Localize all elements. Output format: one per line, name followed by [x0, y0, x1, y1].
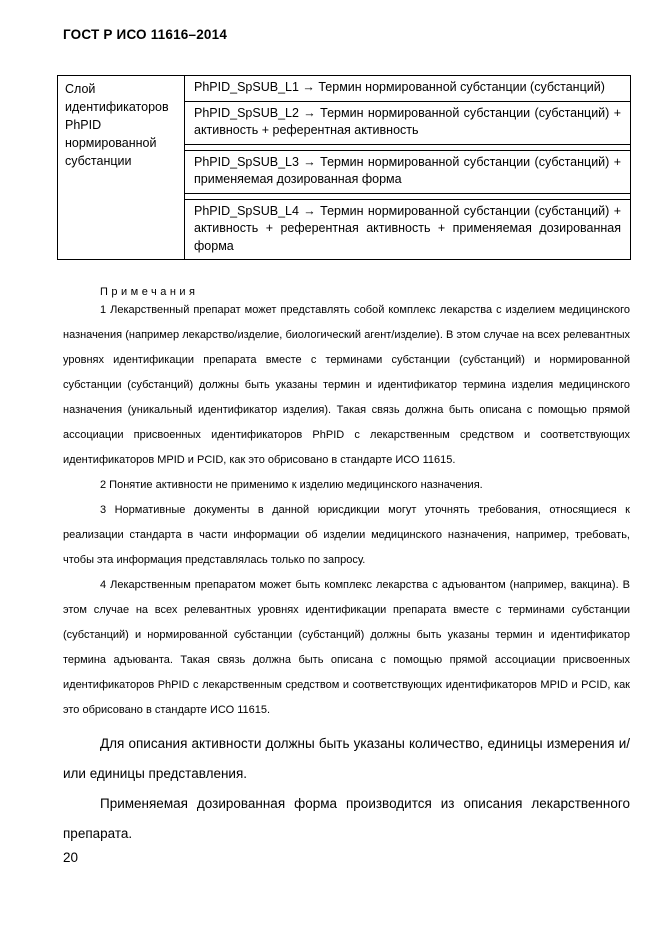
note-1: 1 Лекарственный препарат может представлять собой комплекс лекарства с изделием медицинского назначения (например лекарство/изделие, биологический агент/изделие). В этом случае на всех релевантных уровнях идентификации препарата вместе с терминами субстанции (субстанций) и нормированной субстанции (субстанций) должны быть указаны термин и идентификатор термина изделия медицинского назначения (уникальный идентификатор изделия). Такая связь должна быть описана с помощью прямой ассоциации присвоенных идентификаторов PhPID с лекарственным средством и соответствующих идентификаторов MPID и PCID, как это обрисовано в стандарте ИСО 11615.: [63, 304, 630, 466]
table-cell-phpid-l3: PhPID_SpSUB_L3 → Термин нормированной субстанции (субстанций) + применяемая дозированная форма: [194, 154, 621, 186]
table-row-group-2: [185, 150, 630, 194]
table-row-group-3: [185, 199, 630, 260]
page-number: 20: [63, 850, 79, 865]
table-rows-column: [185, 76, 630, 259]
table-cell-phpid-l2: PhPID_SpSUB_L2 → Термин нормированной субстанции (субстанций) + активность + референтная активность: [185, 101, 630, 144]
body-paragraph-activity: Для описания активности должны быть указаны количество, единицы измерения и/или единицы представления.: [63, 736, 630, 781]
table-row-group-1: [185, 76, 630, 145]
phpid-layers-table: [57, 75, 631, 260]
table-cell-phpid-l4: PhPID_SpSUB_L4 → Термин нормированной субстанции (субстанций) + активность + референтная активность + применяемая дозированная форма: [194, 203, 621, 253]
document-title: ГОСТ Р ИСО 11616–2014: [63, 27, 228, 42]
note-3: 3 Нормативные документы в данной юрисдикции могут уточнять требования, относящиеся к реализации стандарта в части информации об изделии медицинского назначения, например, требовать, чтобы эта информация представлялась только по запросу.: [63, 504, 630, 566]
notes-heading: Примечания: [100, 286, 199, 298]
note-4: 4 Лекарственным препаратом может быть комплекс лекарства с адъювантом (например, вакцина). В этом случае на всех релевантных уровнях идентификации препарата вместе с терминами субстанции (субстанций) и нормированной субстанции (субстанций) должны быть указаны термин и идентификатор термина адъюванта. Такая связь должна быть описана с помощью прямой ассоциации присвоенных идентификаторов PhPID с лекарственным средством и соответствующих идентификаторов MPID и PCID, как это обрисовано в стандарте ИСО 11615.: [63, 579, 630, 716]
table-row-label: Слой идентификаторов PhPID нормированной субстанции: [58, 76, 185, 259]
table-cell-phpid-l1: PhPID_SpSUB_L1 → Термин нормированной субстанции (субстанций): [194, 80, 605, 94]
note-2: 2 Понятие активности не применимо к изделию медицинского назначения.: [100, 479, 483, 491]
body-paragraph-dosage-form: Применяемая дозированная форма производится из описания лекарственного препарата.: [63, 796, 630, 841]
